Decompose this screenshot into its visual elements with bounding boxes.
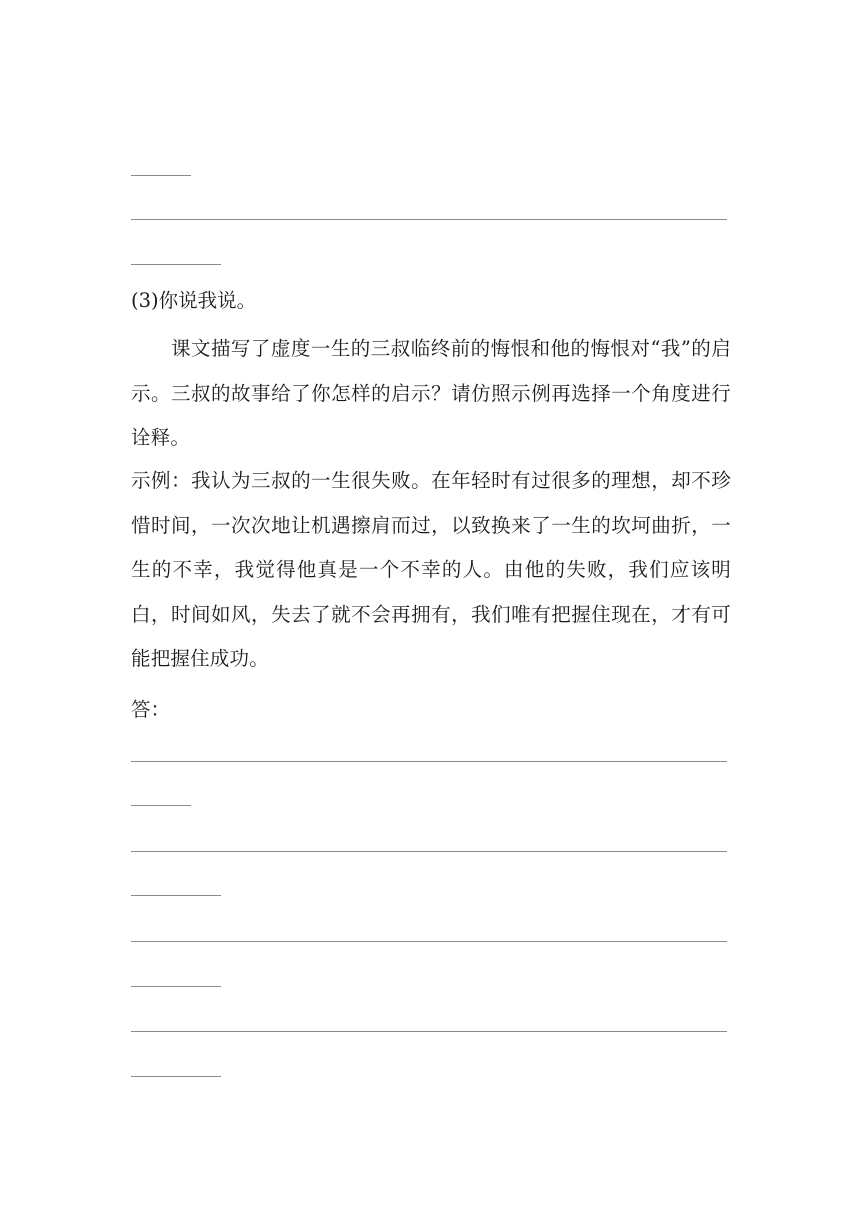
answer-line[interactable] xyxy=(131,805,191,806)
answer-line[interactable] xyxy=(131,895,221,896)
answer-label: 答： xyxy=(131,698,171,721)
answer-line[interactable] xyxy=(131,986,221,987)
answer-line[interactable] xyxy=(131,941,727,942)
answer-line[interactable] xyxy=(131,851,727,852)
question-label: (3)你说我说。 xyxy=(131,289,257,312)
example-paragraph: 示例：我认为三叔的一生很失败。在年轻时有过很多的理想，却不珍惜时间，一次次地让机遇擦肩而过，以致换来了一生的坎坷曲折，一生的不幸，我觉得他真是一个不幸的人。由他的失败，我们应该明白，时间如风，失去了就不会再拥有，我们唯有把握住现在，才有可能把握住成功。 xyxy=(131,469,731,670)
answer-line[interactable] xyxy=(131,1076,221,1077)
answer-line[interactable] xyxy=(131,264,221,265)
answer-line[interactable] xyxy=(131,219,727,220)
answer-line[interactable] xyxy=(131,175,191,176)
answer-line[interactable] xyxy=(131,761,727,762)
answer-line[interactable] xyxy=(131,1031,727,1032)
question-prompt: 课文描写了虚度一生的三叔临终前的悔恨和他的悔恨对“我”的启示。三叔的故事给了你怎样的启示？请仿照示例再选择一个角度进行诠释。 xyxy=(131,337,731,449)
